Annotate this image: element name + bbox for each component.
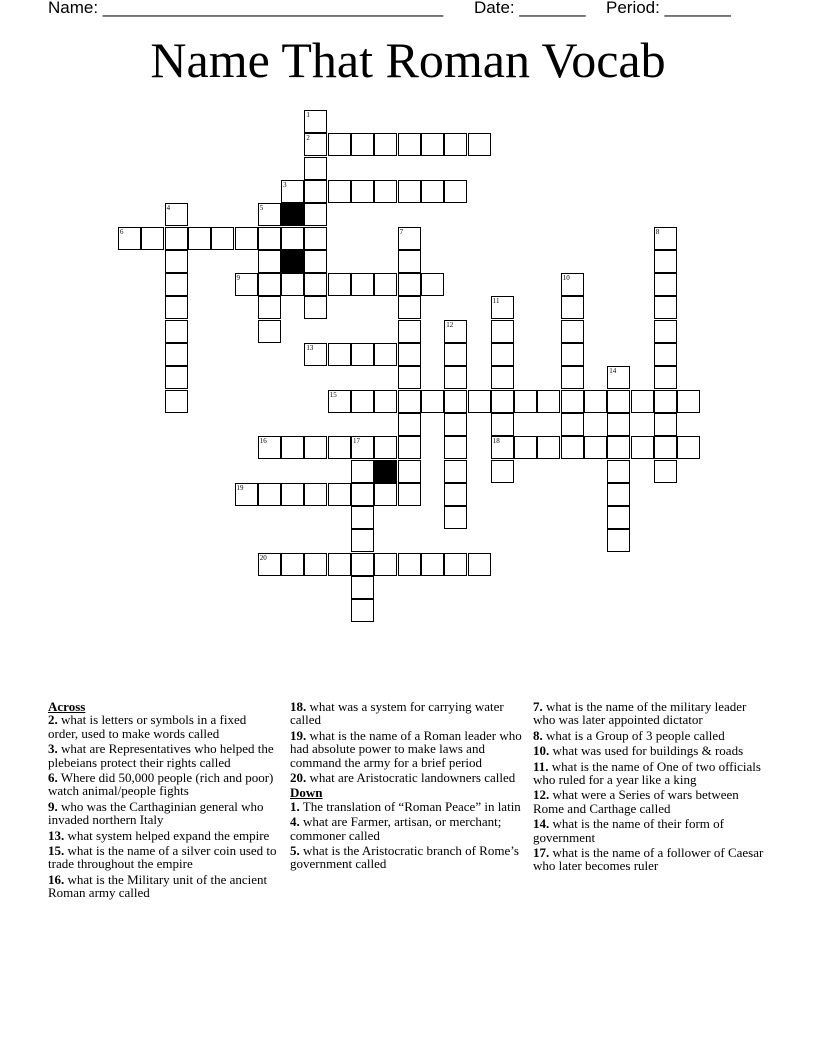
grid-cell[interactable]	[514, 436, 537, 459]
clue-text: The translation of “Roman Peace” in latin	[302, 798, 521, 814]
grid-cell[interactable]	[398, 553, 421, 576]
clue-text: what is letters or symbols in a fixed order, used to make words called	[48, 712, 247, 741]
clue-across-19	[290, 729, 526, 769]
grid-clue-number: 7	[399, 227, 404, 236]
clue-text: what was a system for carrying water called	[290, 699, 504, 728]
grid-cell[interactable]	[444, 133, 467, 156]
clue-number: 5.	[290, 843, 300, 859]
grid-cell[interactable]	[351, 553, 374, 576]
clue-number: 9.	[48, 798, 58, 814]
grid-cell[interactable]	[304, 436, 327, 459]
grid-cell[interactable]	[631, 390, 654, 413]
grid-cell[interactable]	[374, 180, 397, 203]
clue-text: who was the Carthaginian general who invaded northern Italy	[48, 798, 264, 828]
grid-cell[interactable]	[328, 436, 351, 459]
grid-cell[interactable]	[444, 506, 467, 529]
grid-cell[interactable]	[351, 343, 374, 366]
grid-clue-number: 13	[306, 344, 314, 352]
clue-text: Where did 50,000 people (rich and poor) watch animal/people fights	[48, 770, 274, 799]
clue-number: 1.	[290, 798, 300, 814]
grid-cell[interactable]	[281, 227, 304, 250]
grid-cell[interactable]	[374, 273, 397, 296]
grid-clue-number: 10	[562, 274, 570, 283]
grid-clue-number: 2	[306, 134, 310, 143]
grid-cell[interactable]	[398, 436, 421, 459]
grid-cell[interactable]	[444, 366, 467, 389]
clue-text: what are Aristocratic landowners called	[309, 770, 516, 786]
grid-cell[interactable]	[561, 296, 584, 319]
grid-cell[interactable]	[398, 250, 421, 273]
black-square	[374, 460, 397, 483]
clue-text: what is the name of their form of government	[533, 816, 724, 845]
date-field-label: Date: _______	[474, 0, 586, 17]
grid-clue-number: 14	[609, 367, 617, 376]
grid-cell[interactable]	[328, 133, 351, 156]
grid-clue-number: 20	[259, 553, 267, 562]
grid-cell[interactable]	[304, 296, 327, 319]
clue-down-8	[533, 729, 765, 742]
grid-cell[interactable]	[398, 273, 421, 296]
grid-cell[interactable]	[165, 273, 188, 296]
grid-cell[interactable]	[654, 296, 677, 319]
grid-cell[interactable]	[165, 250, 188, 273]
grid-cell[interactable]	[165, 296, 188, 319]
clues-column-1	[48, 700, 278, 902]
clue-down-7	[533, 700, 765, 727]
grid-cell[interactable]	[421, 133, 444, 156]
clue-number: 4.	[290, 814, 300, 830]
grid-clue-number: 11	[492, 297, 500, 306]
grid-cell[interactable]	[398, 343, 421, 366]
grid-cell[interactable]	[328, 343, 351, 366]
down-heading: Down	[290, 785, 323, 801]
clue-text: what is the Aristocratic branch of Rome’s government called	[290, 843, 519, 872]
clue-number: 20.	[290, 770, 307, 786]
grid-cell[interactable]	[258, 273, 281, 296]
grid-cell[interactable]	[561, 413, 584, 436]
clue-text: what is the name of a silver coin used to trade throughout the empire	[48, 843, 277, 872]
grid-cell[interactable]	[374, 390, 397, 413]
grid-cell[interactable]	[654, 436, 677, 459]
clue-down-1	[290, 800, 526, 813]
grid-cell[interactable]	[444, 390, 467, 413]
clue-down-17	[533, 846, 765, 873]
grid-cell[interactable]	[468, 133, 491, 156]
grid-cell[interactable]	[374, 436, 397, 459]
grid-cell[interactable]	[141, 227, 164, 250]
clue-text: what were a Series of wars between Rome and Carthage called	[533, 787, 739, 816]
grid-cell[interactable]	[444, 413, 467, 436]
grid-cell[interactable]	[165, 320, 188, 343]
clue-number: 11.	[533, 758, 549, 774]
clue-number: 6.	[48, 770, 58, 786]
grid-cell[interactable]	[561, 390, 584, 413]
grid-cell[interactable]	[304, 250, 327, 273]
period-field-label: Period: _______	[606, 0, 731, 17]
grid-cell[interactable]	[537, 390, 560, 413]
clue-number: 13.	[48, 827, 65, 843]
clue-down-4	[290, 815, 526, 842]
grid-cell[interactable]	[654, 366, 677, 389]
grid-cell[interactable]	[398, 483, 421, 506]
grid-cell[interactable]	[654, 413, 677, 436]
clue-number: 3.	[48, 741, 58, 757]
grid-cell[interactable]	[444, 180, 467, 203]
grid-cell[interactable]	[281, 553, 304, 576]
grid-cell[interactable]	[491, 320, 514, 343]
black-square	[281, 203, 304, 226]
grid-clue-number: 12	[446, 320, 454, 329]
clue-across-20	[290, 771, 526, 784]
clue-text: what is the name of the military leader who was later appointed dictator	[533, 699, 747, 728]
grid-cell[interactable]	[351, 133, 374, 156]
grid-cell[interactable]	[351, 483, 374, 506]
grid-cell[interactable]	[304, 227, 327, 250]
clue-down-12	[533, 788, 765, 815]
grid-cell[interactable]	[258, 250, 281, 273]
grid-cell[interactable]	[654, 273, 677, 296]
clue-text: what system helped expand the empire	[67, 827, 270, 843]
grid-clue-number: 19	[236, 483, 244, 492]
grid-cell[interactable]	[328, 273, 351, 296]
grid-cell[interactable]	[491, 343, 514, 366]
grid-cell[interactable]	[374, 343, 397, 366]
across-heading: Across	[48, 699, 86, 714]
grid-cell[interactable]	[351, 576, 374, 599]
clues-column-2	[290, 700, 526, 873]
grid-cell[interactable]	[351, 180, 374, 203]
grid-cell[interactable]	[537, 436, 560, 459]
grid-cell[interactable]	[398, 320, 421, 343]
grid-cell[interactable]	[491, 413, 514, 436]
grid-cell[interactable]	[258, 296, 281, 319]
clue-number: 18.	[290, 699, 307, 714]
grid-cell[interactable]	[188, 227, 211, 250]
grid-cell[interactable]	[351, 460, 374, 483]
clue-text: what was used for buildings & roads	[552, 743, 744, 759]
clue-text: what is the name of a Roman leader who had absolute power to make laws and command the army for a brief period	[290, 727, 522, 770]
grid-clue-number: 8	[655, 227, 660, 236]
grid-cell[interactable]	[304, 157, 327, 180]
grid-cell[interactable]	[398, 366, 421, 389]
grid-clue-number: 18	[492, 437, 500, 446]
grid-cell[interactable]	[304, 553, 327, 576]
grid-cell[interactable]	[421, 390, 444, 413]
grid-cell[interactable]	[351, 273, 374, 296]
clue-down-14	[533, 817, 765, 844]
clue-number: 12.	[533, 787, 550, 803]
grid-cell[interactable]	[654, 320, 677, 343]
grid-cell[interactable]	[165, 390, 188, 413]
grid-cell[interactable]	[328, 180, 351, 203]
grid-cell[interactable]	[468, 390, 491, 413]
clue-number: 2.	[48, 712, 58, 728]
grid-cell[interactable]	[328, 483, 351, 506]
grid-cell[interactable]	[258, 320, 281, 343]
grid-cell[interactable]	[281, 483, 304, 506]
clue-number: 15.	[48, 843, 65, 859]
black-square	[281, 250, 304, 273]
grid-cell[interactable]	[561, 343, 584, 366]
grid-cell[interactable]	[607, 390, 630, 413]
grid-cell[interactable]	[514, 390, 537, 413]
grid-cell[interactable]	[421, 553, 444, 576]
grid-cell[interactable]	[607, 529, 630, 552]
grid-cell[interactable]	[351, 506, 374, 529]
grid-cell[interactable]	[561, 366, 584, 389]
clue-number: 16.	[48, 871, 65, 887]
clue-text: what is the name of a follower of Caesar who later becomes ruler	[533, 845, 764, 874]
grid-cell[interactable]	[165, 343, 188, 366]
grid-cell[interactable]	[398, 180, 421, 203]
grid-cell[interactable]	[398, 390, 421, 413]
grid-cell[interactable]	[654, 343, 677, 366]
grid-cell[interactable]	[165, 227, 188, 250]
clue-across-16	[48, 873, 278, 900]
clue-across-18	[290, 700, 526, 727]
grid-cell[interactable]	[677, 436, 700, 459]
grid-cell[interactable]	[304, 483, 327, 506]
clue-number: 19.	[290, 727, 307, 743]
grid-cell[interactable]	[398, 296, 421, 319]
grid-cell[interactable]	[491, 460, 514, 483]
grid-cell[interactable]	[351, 390, 374, 413]
grid-cell[interactable]	[328, 553, 351, 576]
grid-cell[interactable]	[607, 506, 630, 529]
grid-clue-number: 3	[283, 180, 287, 189]
grid-cell[interactable]	[421, 180, 444, 203]
grid-cell[interactable]	[584, 390, 607, 413]
grid-cell[interactable]	[444, 343, 467, 366]
grid-clue-number: 15	[329, 390, 337, 399]
grid-cell[interactable]	[374, 483, 397, 506]
grid-cell[interactable]	[398, 133, 421, 156]
grid-cell[interactable]	[584, 436, 607, 459]
grid-cell[interactable]	[561, 320, 584, 343]
clue-across-9	[48, 800, 278, 827]
grid-clue-number: 1	[306, 111, 310, 119]
grid-cell[interactable]	[444, 553, 467, 576]
clue-number: 14.	[533, 816, 550, 832]
grid-cell[interactable]	[607, 436, 630, 459]
grid-cell[interactable]	[631, 436, 654, 459]
grid-cell[interactable]	[444, 483, 467, 506]
clue-text: what is the name of One of two officials who ruled for a year like a king	[533, 758, 761, 788]
grid-cell[interactable]	[258, 227, 281, 250]
grid-cell[interactable]	[654, 460, 677, 483]
clue-number: 8.	[533, 727, 543, 743]
grid-cell[interactable]	[654, 390, 677, 413]
clue-text: what are Representatives who helped the plebeians protect their rights called	[48, 741, 274, 770]
clue-text: what is a Group of 3 people called	[546, 727, 725, 743]
grid-cell[interactable]	[491, 390, 514, 413]
grid-cell[interactable]	[398, 460, 421, 483]
grid-cell[interactable]	[654, 250, 677, 273]
clues-column-3	[533, 700, 765, 875]
clue-across-15	[48, 844, 278, 871]
grid-cell[interactable]	[677, 390, 700, 413]
grid-clue-number: 5	[259, 204, 264, 213]
clue-across-2	[48, 713, 278, 740]
grid-cell[interactable]	[351, 529, 374, 552]
grid-cell[interactable]	[607, 413, 630, 436]
grid-clue-number: 16	[259, 437, 267, 446]
grid-cell[interactable]	[491, 366, 514, 389]
grid-cell[interactable]	[304, 180, 327, 203]
grid-cell[interactable]	[607, 460, 630, 483]
clue-down-11	[533, 760, 765, 787]
grid-cell[interactable]	[374, 553, 397, 576]
page-title: Name That Roman Vocab	[150, 32, 666, 88]
clue-number: 10.	[533, 743, 550, 759]
clue-text: what is the Military unit of the ancient Roman army called	[48, 871, 268, 901]
grid-cell[interactable]	[351, 599, 374, 622]
clue-across-3	[48, 742, 278, 769]
grid-clue-number: 6	[120, 227, 124, 236]
grid-cell[interactable]	[304, 273, 327, 296]
grid-cell[interactable]	[607, 483, 630, 506]
grid-cell[interactable]	[398, 413, 421, 436]
grid-clue-number: 4	[166, 204, 171, 213]
grid-clue-number: 17	[353, 437, 360, 446]
grid-cell[interactable]	[421, 273, 444, 296]
grid-cell[interactable]	[444, 436, 467, 459]
clue-across-13	[48, 829, 278, 842]
grid-cell[interactable]	[281, 273, 304, 296]
grid-cell[interactable]	[211, 227, 234, 250]
grid-cell[interactable]	[444, 460, 467, 483]
name-field-label: Name: ____________________________________	[48, 0, 444, 17]
clue-number: 17.	[533, 845, 550, 861]
clue-down-10	[533, 744, 765, 757]
grid-cell[interactable]	[304, 203, 327, 226]
clue-number: 7.	[533, 699, 543, 714]
grid-cell[interactable]	[165, 366, 188, 389]
clue-down-5	[290, 844, 526, 871]
grid-cell[interactable]	[374, 133, 397, 156]
grid-cell[interactable]	[561, 436, 584, 459]
clue-text: what are Farmer, artisan, or merchant; commoner called	[290, 814, 502, 843]
grid-cell[interactable]	[235, 227, 258, 250]
grid-cell[interactable]	[468, 553, 491, 576]
grid-cell[interactable]	[258, 483, 281, 506]
clue-across-6	[48, 771, 278, 798]
grid-clue-number: 9	[236, 274, 240, 283]
grid-cell[interactable]	[281, 436, 304, 459]
